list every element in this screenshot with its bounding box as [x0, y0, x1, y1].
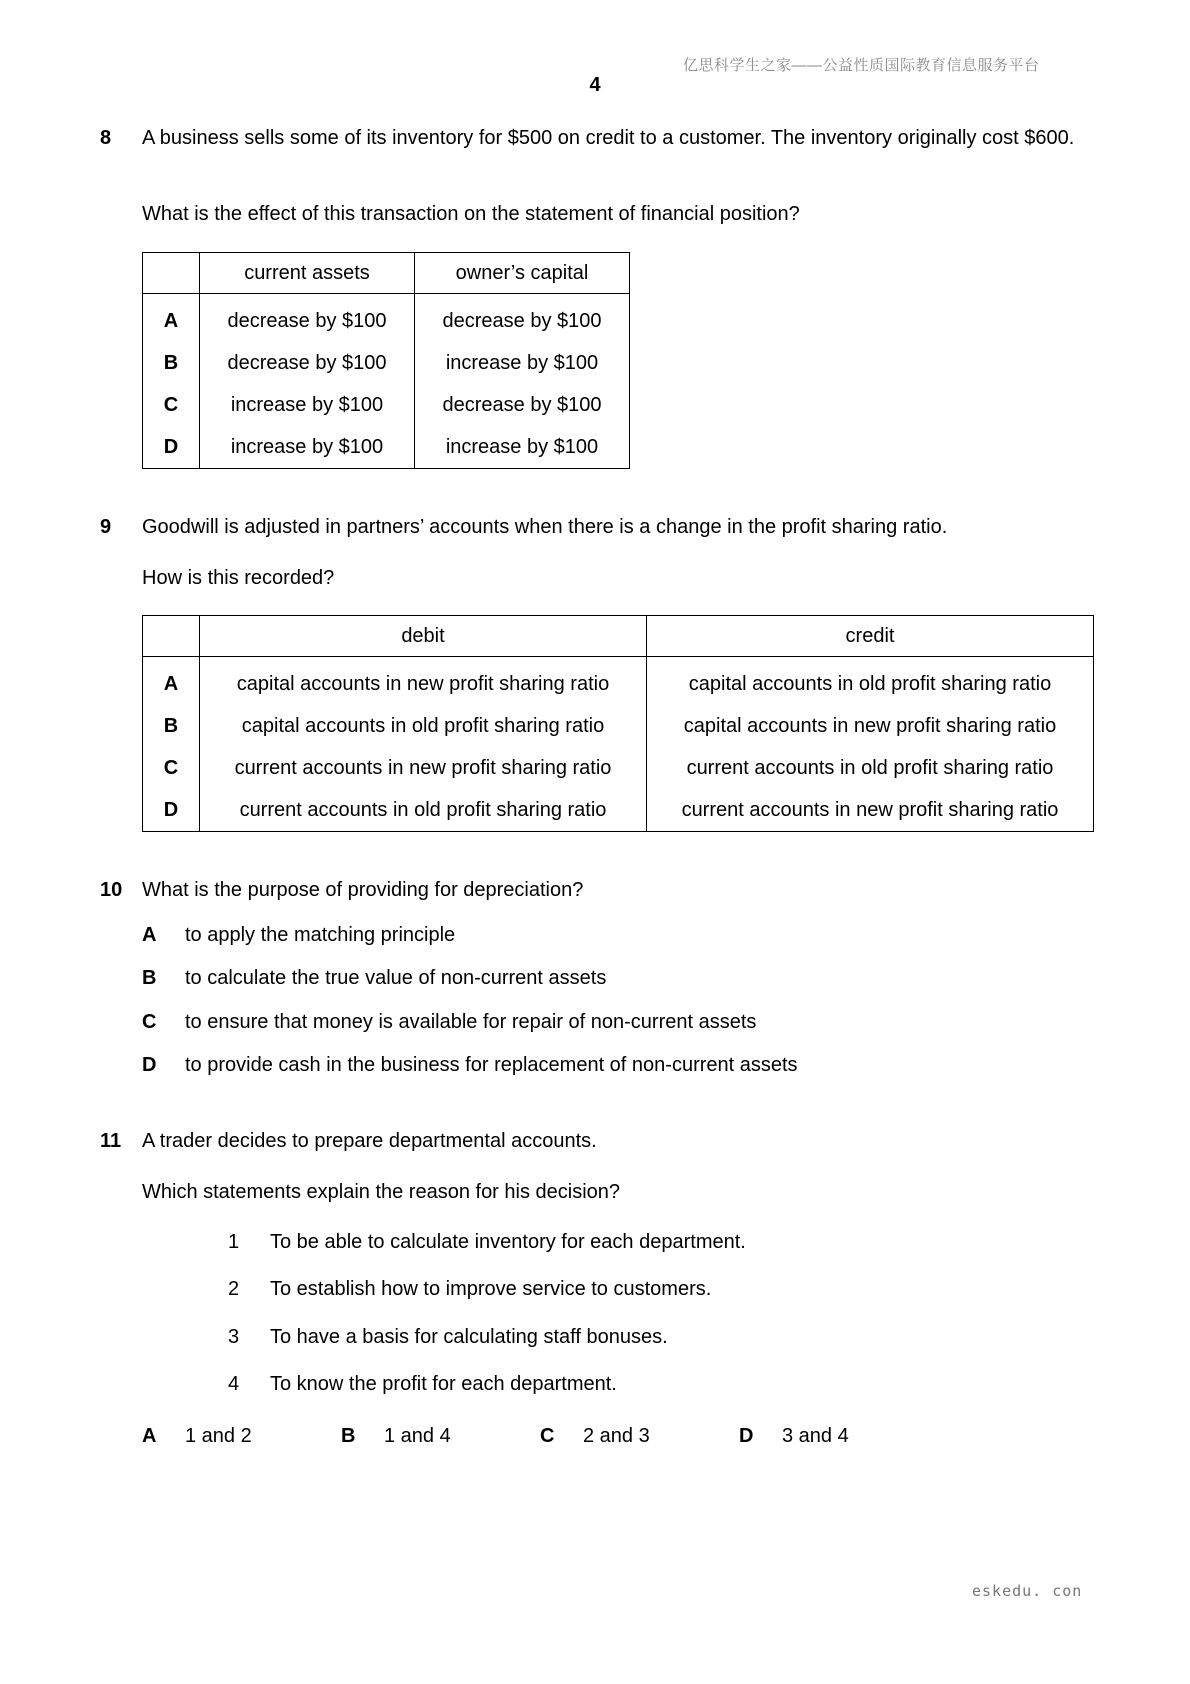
- table-header-blank: [143, 616, 200, 657]
- option-letter: C: [143, 747, 200, 789]
- option-letter: B: [142, 967, 157, 989]
- option-text: 1 and 2: [185, 1425, 252, 1447]
- option-letter: D: [739, 1425, 754, 1447]
- table-cell: decrease by $100: [200, 294, 415, 343]
- table-cell: current accounts in old profit sharing ratio: [647, 747, 1094, 789]
- statement-number: 4: [228, 1373, 240, 1395]
- table-cell: capital accounts in old profit sharing ratio: [647, 657, 1094, 706]
- option-letter: B: [143, 705, 200, 747]
- table-cell: capital accounts in new profit sharing ratio: [200, 657, 647, 706]
- question-prompt: Which statements explain the reason for his decision?: [142, 1181, 621, 1203]
- statement-text: To establish how to improve service to customers.: [270, 1278, 712, 1300]
- option-c: [540, 1423, 650, 1449]
- option-letter: C: [540, 1425, 555, 1447]
- answer-table: [142, 615, 1094, 832]
- table-cell: capital accounts in new profit sharing ratio: [647, 705, 1094, 747]
- statement-number: 2: [228, 1278, 240, 1300]
- table-header: current assets: [200, 253, 415, 294]
- table-cell: increase by $100: [200, 426, 415, 469]
- option-text: 1 and 4: [384, 1425, 451, 1447]
- question-text: Goodwill is adjusted in partners’ accounts when there is a change in the profit sharing ratio.: [142, 516, 948, 538]
- statement-number: 3: [228, 1326, 240, 1348]
- table-header: credit: [647, 616, 1094, 657]
- option-text: to calculate the true value of non-current assets: [185, 967, 607, 989]
- table-row: [143, 342, 630, 384]
- table-row: [143, 426, 630, 469]
- question-text: A trader decides to prepare departmental accounts.: [142, 1130, 597, 1152]
- table-row: [143, 294, 630, 343]
- table-cell: increase by $100: [415, 342, 630, 384]
- answer-table: [142, 252, 630, 469]
- statement-text: To have a basis for calculating staff bonuses.: [270, 1326, 668, 1348]
- table-cell: current accounts in new profit sharing ratio: [200, 747, 647, 789]
- table-row: [143, 705, 1094, 747]
- statement-number: 1: [228, 1231, 240, 1253]
- table-cell: decrease by $100: [415, 294, 630, 343]
- question-number: 11: [100, 1130, 122, 1152]
- question-prompt: What is the effect of this transaction on the statement of financial position?: [142, 203, 800, 225]
- option-letter: A: [143, 657, 200, 706]
- table-cell: decrease by $100: [415, 384, 630, 426]
- option-text: 3 and 4: [782, 1425, 849, 1447]
- option-letter: A: [143, 294, 200, 343]
- watermark-text: 亿思科学生之家——公益性质国际教育信息服务平台: [683, 57, 1040, 74]
- option-d: [739, 1423, 849, 1449]
- option-letter: A: [142, 924, 157, 946]
- option-text: to ensure that money is available for repair of non-current assets: [185, 1011, 757, 1033]
- question-number: 9: [100, 516, 112, 538]
- option-letter: B: [143, 342, 200, 384]
- option-a: [142, 1423, 252, 1449]
- table-row: [143, 657, 1094, 706]
- question-number: 8: [100, 127, 112, 149]
- table-row: [143, 747, 1094, 789]
- option-b: [341, 1423, 451, 1449]
- option-text: to apply the matching principle: [185, 924, 456, 946]
- table-header-blank: [143, 253, 200, 294]
- page-number: 4: [589, 74, 601, 96]
- option-letter: D: [143, 789, 200, 832]
- table-row: [143, 789, 1094, 832]
- statement-text: To be able to calculate inventory for each department.: [270, 1231, 746, 1253]
- question-text: What is the purpose of providing for depreciation?: [142, 879, 584, 901]
- footer-site: eskedu. con: [972, 1582, 1083, 1600]
- table-header: owner’s capital: [415, 253, 630, 294]
- table-cell: increase by $100: [200, 384, 415, 426]
- table-row: [143, 384, 630, 426]
- question-text: A business sells some of its inventory for $500 on credit to a customer. The inventory originally cost $600.: [142, 127, 1075, 149]
- option-letter: C: [143, 384, 200, 426]
- option-text: 2 and 3: [583, 1425, 650, 1447]
- option-letter: D: [142, 1054, 157, 1076]
- option-letter: A: [142, 1425, 157, 1447]
- statement-text: To know the profit for each department.: [270, 1373, 617, 1395]
- option-letter: C: [142, 1011, 157, 1033]
- question-number: 10: [100, 879, 123, 901]
- option-text: to provide cash in the business for replacement of non-current assets: [185, 1054, 798, 1076]
- table-cell: increase by $100: [415, 426, 630, 469]
- table-cell: current accounts in old profit sharing ratio: [200, 789, 647, 832]
- option-letter: B: [341, 1425, 356, 1447]
- table-cell: current accounts in new profit sharing ratio: [647, 789, 1094, 832]
- table-cell: capital accounts in old profit sharing ratio: [200, 705, 647, 747]
- table-header: debit: [200, 616, 647, 657]
- table-cell: decrease by $100: [200, 342, 415, 384]
- question-prompt: How is this recorded?: [142, 567, 335, 589]
- option-letter: D: [143, 426, 200, 469]
